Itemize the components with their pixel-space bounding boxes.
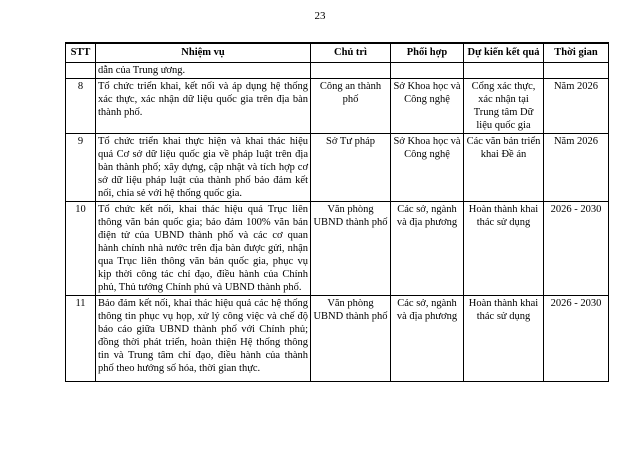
col-header-du-kien-ket-qua: Dự kiến kết quả xyxy=(464,43,544,62)
cell-chu-tri: Sở Tư pháp xyxy=(311,133,391,201)
cell-du-kien-ket-qua: Cổng xác thực, xác nhận tại Trung tâm Dữ liệu quốc gia xyxy=(464,78,544,133)
table-header-row xyxy=(66,43,609,62)
cell-chu-tri: Công an thành phố xyxy=(311,78,391,133)
cell-stt xyxy=(66,62,96,78)
cell-thoi-gian: Năm 2026 xyxy=(544,78,609,133)
col-header-thoi-gian: Thời gian xyxy=(544,43,609,62)
page-number: 23 xyxy=(314,10,326,22)
cell-stt: 8 xyxy=(66,78,96,133)
cell-nhiem-vu: Tổ chức triển khai thực hiện và khai thác hiệu quả Cơ sở dữ liệu quốc gia về pháp luật trên địa bàn thành phố; xây dựng, cập nhật và tích hợp cơ sở dữ liệu pháp luật của thành phố bảo đảm kết nối, chia sẻ với hệ thống quốc gia. xyxy=(96,133,311,201)
cell-stt: 9 xyxy=(66,133,96,201)
col-header-stt: STT xyxy=(66,43,96,62)
cell-phoi-hop: Các sở, ngành và địa phương xyxy=(391,295,464,381)
col-header-nhiem-vu: Nhiệm vụ xyxy=(96,43,311,62)
cell-thoi-gian xyxy=(544,62,609,78)
cell-du-kien-ket-qua xyxy=(464,62,544,78)
col-header-phoi-hop: Phối hợp xyxy=(391,43,464,62)
cell-du-kien-ket-qua: Hoàn thành khai thác sử dụng xyxy=(464,201,544,295)
cell-phoi-hop: Các sở, ngành và địa phương xyxy=(391,201,464,295)
cell-stt: 10 xyxy=(66,201,96,295)
cell-thoi-gian: Năm 2026 xyxy=(544,133,609,201)
cell-thoi-gian: 2026 - 2030 xyxy=(544,201,609,295)
cell-thoi-gian: 2026 - 2030 xyxy=(544,295,609,381)
cell-du-kien-ket-qua: Các văn bản triển khai Đề án xyxy=(464,133,544,201)
table-row xyxy=(66,133,609,201)
cell-nhiem-vu: Tổ chức kết nối, khai thác hiệu quả Trục liên thông văn bản quốc gia; bảo đảm 100% văn bản điện tử của UBND thành phố và các cơ quan hành chính nhà nước trên địa bàn được gửi, nhận qua Trục liên thông văn bản quốc gia, phục vụ kịp thời công tác chỉ đạo, điều hành của Chính phủ, Thủ tướng Chính phủ và UBND thành phố. xyxy=(96,201,311,295)
cell-du-kien-ket-qua: Hoàn thành khai thác sử dụng xyxy=(464,295,544,381)
cell-chu-tri: Văn phòng UBND thành phố xyxy=(311,201,391,295)
cell-phoi-hop xyxy=(391,62,464,78)
col-header-chu-tri: Chủ trì xyxy=(311,43,391,62)
cell-nhiem-vu: Bảo đảm kết nối, khai thác hiệu quả các hệ thống thông tin phục vụ họp, xử lý công việc và chế độ báo cáo giữa UBND thành phố với Chính phủ; đồng thời phát triển, hoàn thiện Hệ thống thông tin và Trung tâm chỉ đạo, điều hành của thành phố theo hướng số hóa, thời gian thực. xyxy=(96,295,311,381)
cell-chu-tri: Văn phòng UBND thành phố xyxy=(311,295,391,381)
table-row xyxy=(66,295,609,381)
cell-phoi-hop: Sở Khoa học và Công nghệ xyxy=(391,133,464,201)
table-row xyxy=(66,62,609,78)
cell-chu-tri xyxy=(311,62,391,78)
cell-nhiem-vu: Tổ chức triển khai, kết nối và áp dụng hệ thống xác thực, xác nhận dữ liệu quốc gia trên địa bàn thành phố. xyxy=(96,78,311,133)
table-row xyxy=(66,201,609,295)
table-row xyxy=(66,78,609,133)
cell-nhiem-vu: dẫn của Trung ương. xyxy=(96,62,311,78)
cell-phoi-hop: Sở Khoa học và Công nghệ xyxy=(391,78,464,133)
task-table xyxy=(65,42,609,382)
cell-stt: 11 xyxy=(66,295,96,381)
